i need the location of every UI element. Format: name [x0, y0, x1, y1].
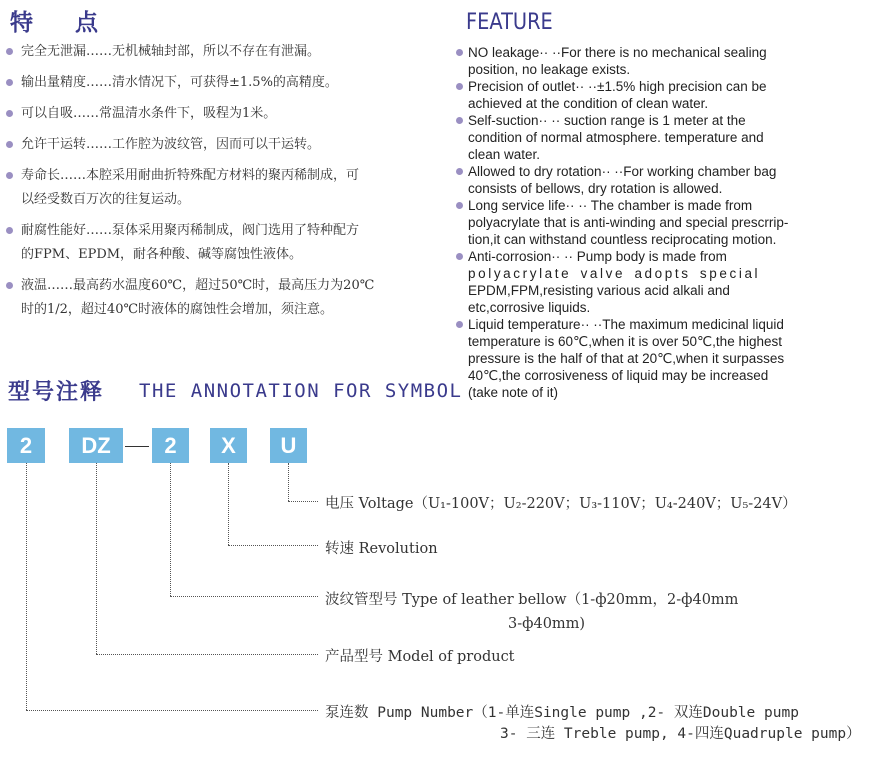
- feature-en-line: Allowed to dry rotation·· ··For working chamber bag: [468, 164, 777, 179]
- feature-en-line: condition of normal atmosphere. temperature and: [468, 130, 764, 145]
- label-revolution: 转速 Revolution: [325, 541, 438, 557]
- feature-en-item: [456, 316, 821, 401]
- feature-en-line: NO leakage·· ··For there is no mechanical sealing: [468, 45, 767, 60]
- connector-model-h: [96, 654, 318, 655]
- connector-bellow-h: [170, 596, 318, 597]
- feature-en-line: polyacrylate valve adopts special: [468, 266, 761, 281]
- feature-cn-item: [6, 102, 414, 126]
- feature-en-item: [456, 44, 821, 78]
- connector-revolution-v: [228, 463, 229, 545]
- feature-en-line: EPDM,FPM,resisting various acid alkali and: [468, 283, 730, 298]
- bullet-icon: [456, 117, 463, 124]
- feature-cn-item: [6, 164, 414, 212]
- feature-cn-item: [6, 40, 414, 64]
- code-dash: [125, 446, 149, 447]
- bullet-icon: [456, 168, 463, 175]
- feature-en-line: Precision of outlet·· ··±1.5% high precision can be: [468, 79, 767, 94]
- annotation-title-en: THE ANNOTATION FOR SYMBOL: [139, 380, 463, 402]
- bullet-icon: [6, 79, 13, 86]
- feature-en-line: Self-suction·· ·· suction range is 1 meter at the: [468, 113, 746, 128]
- feature-en-line: Long service life·· ·· The chamber is made from: [468, 198, 753, 213]
- feature-en-line: Liquid temperature·· ··The maximum medicinal liquid: [468, 317, 784, 332]
- feature-en-item: [456, 163, 821, 197]
- feature-cn-line: 的FPM、EPDM，耐各种酸、碱等腐蚀性液体。: [21, 247, 303, 262]
- bullet-icon: [6, 227, 13, 234]
- feature-en-item: [456, 78, 821, 112]
- feature-cn-item: [6, 133, 414, 157]
- feature-en-line: temperature is 60℃,when it is over 50℃,the highest: [468, 334, 782, 349]
- feature-cn-item: [6, 219, 414, 267]
- feature-en-line: Anti-corrosion·· ·· Pump body is made from: [468, 249, 727, 264]
- feature-cn-line: 耐腐性能好……泵体采用聚丙稀制成，阀门选用了特种配方: [21, 223, 360, 238]
- feature-cn-line: 寿命长……本腔采用耐曲折特殊配方材料的聚丙稀制成，可: [21, 168, 360, 183]
- feature-en-item: [456, 248, 821, 316]
- feature-en-line: etc,corrosive liquids.: [468, 300, 591, 315]
- bullet-icon: [456, 253, 463, 260]
- feature-cn-line: 允许干运转……工作腔为波纹管，因而可以干运转。: [21, 137, 321, 152]
- feature-en-line: tion,it can withstand countless reciprocating motion.: [468, 232, 777, 247]
- feature-en-item: [456, 197, 821, 248]
- code-box-model: DZ: [69, 428, 123, 463]
- bullet-icon: [6, 141, 13, 148]
- connector-model-v: [96, 463, 97, 654]
- label-bellow-cont: 3-ф40mm): [508, 616, 586, 632]
- feature-cn-line: 完全无泄漏……无机械轴封部，所以不存在有泄漏。: [21, 44, 321, 59]
- connector-bellow-v: [170, 463, 171, 596]
- label-voltage: 电压 Voltage（U₁-100V；U₂-220V；U₃-110V；U₄-240V；U₅-24V）: [325, 496, 797, 512]
- bullet-icon: [6, 172, 13, 179]
- bullet-icon: [456, 49, 463, 56]
- connector-voltage-h: [288, 501, 318, 502]
- bullet-icon: [6, 282, 13, 289]
- feature-en-line: 40℃,the corrosiveness of liquid may be increased: [468, 368, 769, 383]
- connector-voltage-v: [288, 463, 289, 501]
- bullet-icon: [6, 110, 13, 117]
- feature-en-line: (take note of it): [468, 385, 559, 400]
- feature-en-line: clean water.: [468, 147, 541, 162]
- feature-en-line: polyacrylate that is anti-winding and special prescrrip-: [468, 215, 789, 230]
- annotation-title-cn: 型号注释: [8, 380, 105, 405]
- feature-en-item: [456, 112, 821, 163]
- bullet-icon: [6, 48, 13, 55]
- features-en-title: FEATURE: [466, 10, 553, 35]
- label-pump-number: 泵连数 Pump Number（1-单连Single pump ,2- 双连Double pump: [325, 705, 799, 721]
- feature-cn-item: [6, 71, 414, 95]
- code-box-revolution: X: [210, 428, 247, 463]
- feature-en-line: consists of bellows, dry rotation is allowed.: [468, 181, 723, 196]
- feature-cn-line: 输出量精度……清水情况下，可获得±1.5%的高精度。: [21, 75, 338, 90]
- features-en-list: [456, 44, 821, 401]
- feature-en-line: pressure is the half of that at 20℃,when it surpasses: [468, 351, 785, 366]
- connector-revolution-h: [228, 545, 318, 546]
- feature-cn-item: [6, 274, 414, 322]
- bullet-icon: [456, 83, 463, 90]
- label-pump-number-cont: 3- 三连 Treble pump, 4-四连Quadruple pump）: [500, 726, 861, 742]
- bullet-icon: [456, 202, 463, 209]
- feature-en-line: achieved at the condition of clean water.: [468, 96, 709, 111]
- code-box-pump-number: 2: [7, 428, 45, 463]
- label-model: 产品型号 Model of product: [325, 649, 515, 665]
- connector-pump-h: [26, 710, 318, 711]
- code-box-bellow: 2: [152, 428, 189, 463]
- feature-cn-line: 液温……最高药水温度60℃，超过50℃时，最高压力为20℃: [21, 278, 375, 293]
- feature-cn-line: 时的1/2，超过40℃时液体的腐蚀性会增加，须注意。: [21, 302, 334, 317]
- features-cn-title: 特 点: [10, 10, 101, 36]
- connector-pump-v: [26, 463, 27, 710]
- bullet-icon: [456, 321, 463, 328]
- features-cn-list: [6, 40, 414, 329]
- code-box-voltage: U: [270, 428, 307, 463]
- label-bellow: 波纹管型号 Type of leather bellow（1-ф20mm，2-ф40mm: [325, 592, 739, 608]
- feature-cn-line: 可以自吸……常温清水条件下，吸程为1米。: [21, 106, 277, 121]
- feature-cn-line: 以经受数百万次的往复运动。: [21, 192, 191, 207]
- feature-en-line: position, no leakage exists.: [468, 62, 631, 77]
